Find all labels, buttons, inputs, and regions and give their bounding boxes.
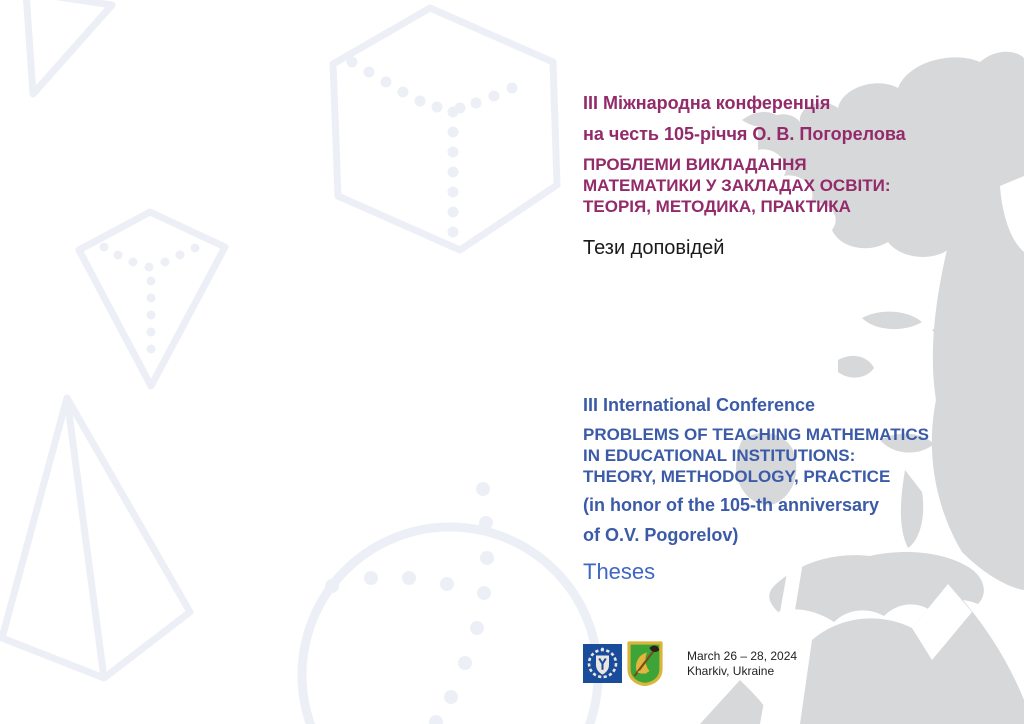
conference-theme-en [583, 424, 929, 487]
subtitle-en: Theses [583, 559, 656, 584]
pyramid-shape [2, 398, 190, 678]
triangle-outline-shape [26, 0, 112, 94]
wireframe-cube-shape [333, 8, 557, 250]
portrait-watermark [700, 52, 1024, 724]
conference-theme-uk [583, 154, 890, 217]
conference-theme-uk-line2: МАТЕМАТИКИ У ЗАКЛАДАХ ОСВІТИ: [583, 176, 891, 195]
conference-title-uk-line2: на честь 105-річчя О. В. Погорелова [583, 124, 906, 144]
honor-line2: of O.V. Pogorelov) [583, 525, 739, 545]
event-location: Kharkiv, Ukraine [687, 664, 775, 678]
conference-theme-en-line2: IN EDUCATIONAL INSTITUTIONS: [583, 446, 856, 465]
university-emblem-logo [583, 644, 622, 683]
conference-title-en: III International Conference [583, 395, 816, 415]
footer [583, 641, 797, 686]
event-date-location [687, 649, 797, 679]
geometry-watermark [2, 0, 598, 724]
honor-line1: (in honor of the 105-th anniversary [583, 495, 880, 515]
kharkiv-coat-of-arms-logo [627, 641, 663, 686]
conference-theme-en-line3: THEORY, METHODOLOGY, PRACTICE [583, 467, 891, 486]
conference-title-uk-line1: III Міжнародна конференція [583, 93, 831, 113]
conference-theme-uk-line1: ПРОБЛЕМИ ВИКЛАДАННЯ [583, 155, 807, 174]
conference-theme-en-line1: PROBLEMS OF TEACHING MATHEMATICS [583, 425, 929, 444]
event-date: March 26 – 28, 2024 [687, 649, 798, 663]
subtitle-uk: Тези доповідей [583, 237, 725, 259]
conference-theme-uk-line3: ТЕОРІЯ, МЕТОДИКА, ПРАКТИКА [583, 197, 851, 216]
